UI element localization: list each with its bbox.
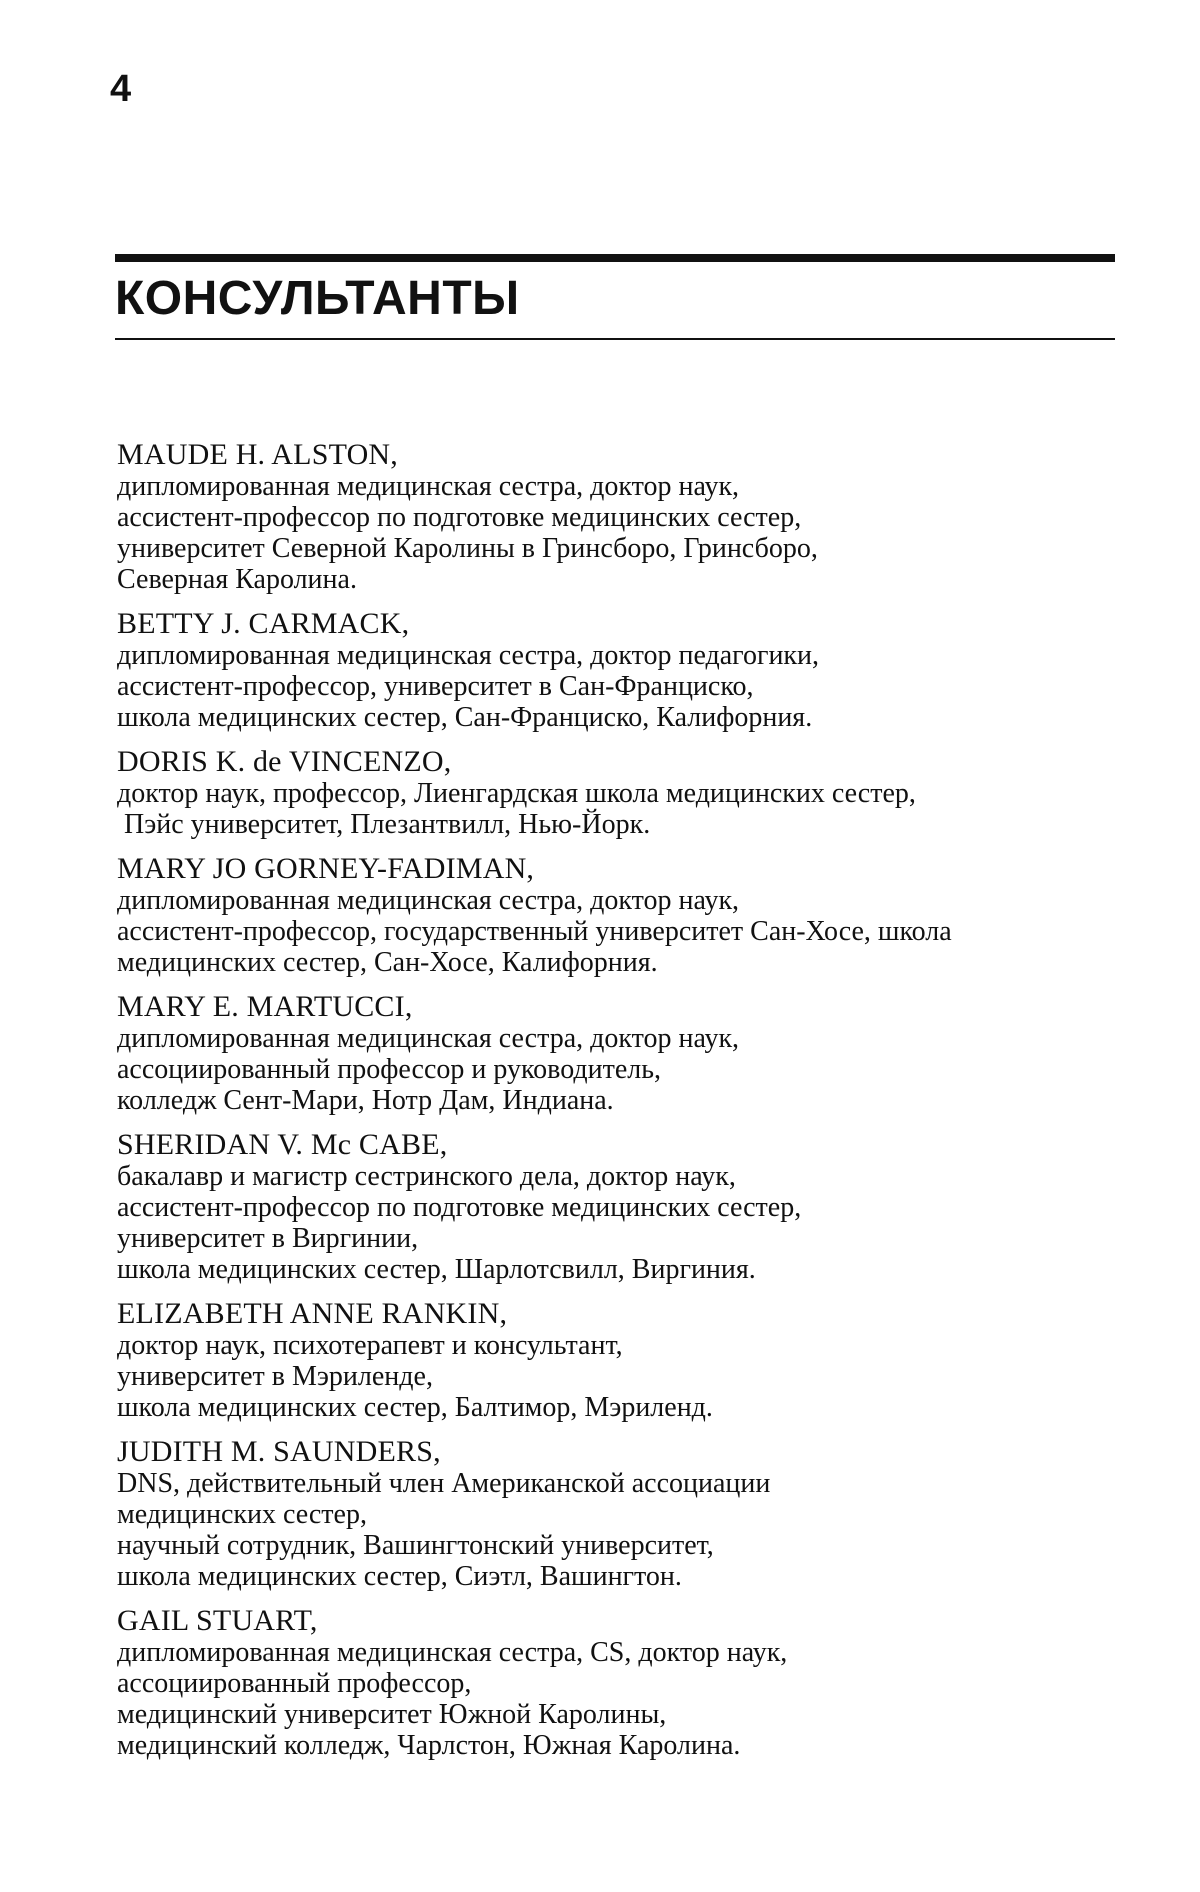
consultant-detail-line: ассистент-профессор, университет в Сан-Франциско, (117, 671, 754, 702)
consultant-detail-line: медицинский колледж, Чарлстон, Южная Каролина. (117, 1730, 741, 1761)
consultant-detail-line: дипломированная медицинская сестра, доктор наук, (117, 885, 740, 916)
consultants-list (117, 438, 1107, 1773)
consultant-detail-line: бакалавр и магистр сестринского дела, доктор наук, (117, 1161, 736, 1192)
consultant-entry (117, 1297, 1107, 1423)
consultant-entry (117, 607, 1107, 733)
consultant-entry (117, 438, 1107, 595)
consultant-detail-line: школа медицинских сестер, Сан-Франциско, Калифорния. (117, 702, 813, 733)
consultant-detail-line: школа медицинских сестер, Сиэтл, Вашингтон. (117, 1561, 682, 1592)
consultant-detail-line: доктор наук, профессор, Лиенгардская школа медицинских сестер, (117, 778, 916, 809)
consultant-detail-line: ассистент-профессор по подготовке медицинских сестер, (117, 1192, 802, 1223)
page-heading: КОНСУЛЬТАНТЫ (115, 272, 520, 325)
consultant-detail-line: ассоциированный профессор и руководитель, (117, 1054, 662, 1085)
consultant-detail-line: колледж Сент-Мари, Нотр Дам, Индиана. (117, 1085, 614, 1116)
consultant-name: MARY JO GORNEY-FADIMAN, (117, 852, 535, 885)
consultant-name: GAIL STUART, (117, 1604, 318, 1637)
consultant-detail-line: ассистент-профессор по подготовке медицинских сестер, (117, 502, 802, 533)
consultant-entry (117, 745, 1107, 840)
consultant-detail-line: медицинский университет Южной Каролины, (117, 1699, 667, 1730)
consultant-name: MAUDE H. ALSTON, (117, 438, 398, 471)
consultant-detail-line: медицинских сестер, (117, 1499, 367, 1530)
consultant-name: JUDITH M. SAUNDERS, (117, 1435, 441, 1468)
consultant-detail-line: Северная Каролина. (117, 564, 357, 595)
consultant-name: ELIZABETH ANNE RANKIN, (117, 1297, 508, 1330)
consultant-detail-line: университет в Мэриленде, (117, 1361, 433, 1392)
consultant-detail-line: доктор наук, психотерапевт и консультант, (117, 1330, 623, 1361)
consultant-detail-line: дипломированная медицинская сестра, доктор наук, (117, 1023, 740, 1054)
consultant-detail-line: дипломированная медицинская сестра, CS, доктор наук, (117, 1637, 788, 1668)
consultant-detail-line: DNS, действительный член Американской ассоциации (117, 1468, 771, 1499)
consultant-detail-line: дипломированная медицинская сестра, доктор педагогики, (117, 640, 820, 671)
consultant-entry (117, 1128, 1107, 1285)
consultant-entry (117, 1435, 1107, 1592)
consultant-detail-line: научный сотрудник, Вашингтонский университет, (117, 1530, 714, 1561)
consultant-detail-line: университет в Виргинии, (117, 1223, 419, 1254)
heading-top-rule (115, 254, 1115, 262)
consultant-detail-line: школа медицинских сестер, Балтимор, Мэриленд. (117, 1392, 713, 1423)
consultant-detail-line: ассистент-профессор, государственный университет Сан-Хосе, школа (117, 916, 952, 947)
consultant-name: BETTY J. CARMACK, (117, 607, 410, 640)
consultant-name: MARY E. MARTUCCI, (117, 990, 413, 1023)
consultant-entry (117, 990, 1107, 1116)
consultant-entry (117, 852, 1107, 978)
consultant-name: SHERIDAN V. Mc CABE, (117, 1128, 448, 1161)
consultant-detail-line: ассоциированный профессор, (117, 1668, 472, 1699)
consultant-entry (117, 1604, 1107, 1761)
consultant-detail-line: университет Северной Каролины в Гринсборо, Гринсборо, (117, 533, 818, 564)
consultant-detail-line: Пэйс университет, Плезантвилл, Нью-Йорк. (117, 809, 651, 840)
consultant-detail-line: медицинских сестер, Сан-Хосе, Калифорния. (117, 947, 658, 978)
page-number: 4 (110, 68, 132, 110)
heading-bottom-rule (115, 338, 1115, 340)
consultant-detail-line: школа медицинских сестер, Шарлотсвилл, Виргиния. (117, 1254, 756, 1285)
consultant-detail-line: дипломированная медицинская сестра, доктор наук, (117, 471, 740, 502)
consultant-name: DORIS K. de VINCENZO, (117, 745, 452, 778)
